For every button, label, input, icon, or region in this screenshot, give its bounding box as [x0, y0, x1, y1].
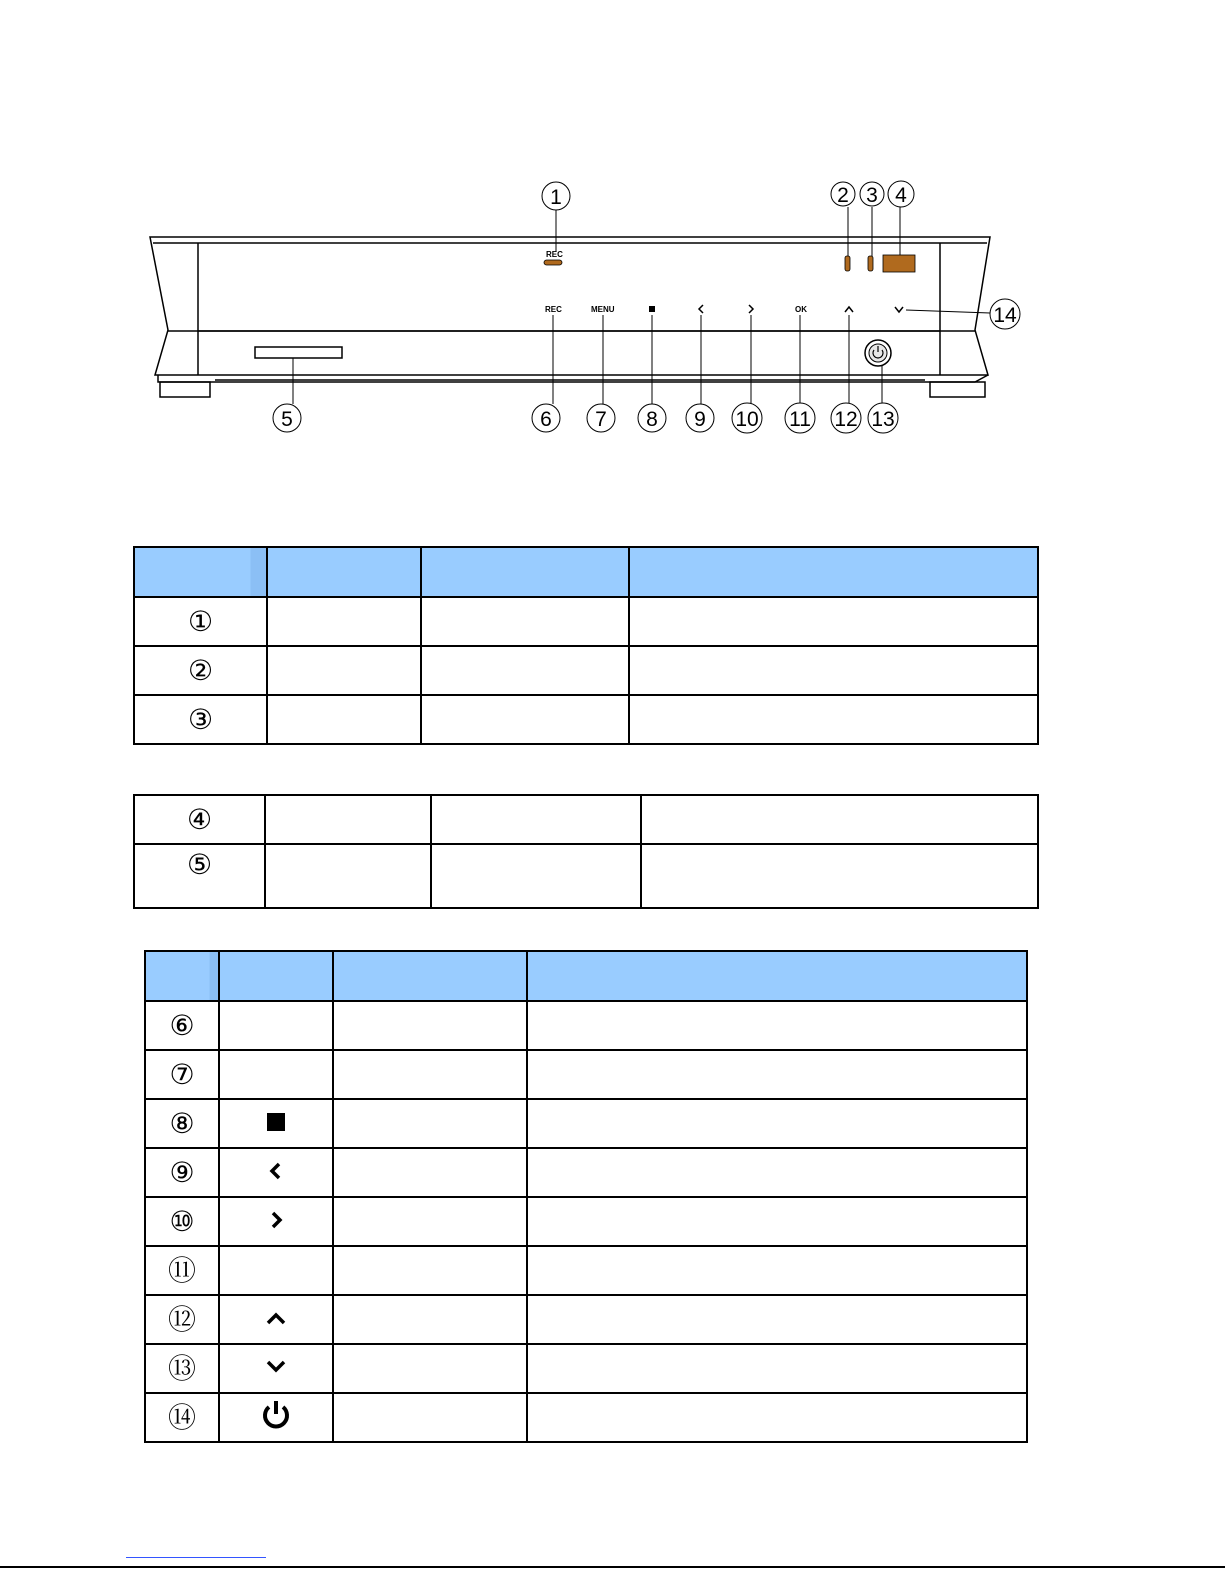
down-arrow-icon: [895, 307, 903, 312]
table-cell: [265, 844, 431, 908]
table-row: [145, 1050, 1027, 1099]
led-2: [845, 256, 850, 271]
table-cell: [421, 646, 629, 695]
footer-rule: [0, 1566, 1225, 1568]
table-cell: [333, 1344, 527, 1393]
device-front-panel-diagram: [0, 0, 1225, 470]
table-cell: [431, 795, 641, 844]
table-row: [134, 695, 1038, 744]
button-symbol: [219, 1050, 333, 1099]
table-cell: [267, 597, 421, 646]
header-cell: [629, 547, 1038, 597]
row-number: ①: [134, 597, 267, 646]
table-row: [145, 1295, 1027, 1344]
callout-12: 12: [834, 408, 858, 431]
callout-3: 3: [866, 184, 878, 207]
table-row: [134, 795, 1038, 844]
callout-circles: [273, 181, 1020, 433]
table-row: [145, 1197, 1027, 1246]
table-cell: [527, 1001, 1027, 1050]
table-cell: [629, 646, 1038, 695]
table-row: [145, 1246, 1027, 1295]
callout-10: 10: [735, 408, 759, 431]
row-number: ⑦: [145, 1050, 219, 1099]
callout-2: 2: [837, 184, 849, 207]
table-cell: [421, 695, 629, 744]
table-cell: [267, 646, 421, 695]
row-number: ⑤: [134, 844, 265, 908]
table-row: [145, 1099, 1027, 1148]
table-cell: [527, 1393, 1027, 1442]
table-row: [145, 1001, 1027, 1050]
housing-outline: [150, 237, 990, 397]
callout-11: 11: [789, 408, 811, 431]
table-cell: [527, 1295, 1027, 1344]
row-number: ③: [134, 695, 267, 744]
table-cell: [333, 1295, 527, 1344]
callout-5: 5: [281, 408, 293, 431]
table-row: [134, 646, 1038, 695]
row-number: ⑪: [145, 1246, 219, 1295]
table-row: [145, 1393, 1027, 1442]
left-arrow-icon: [699, 305, 703, 313]
row-number: ⑬: [145, 1344, 219, 1393]
button-table: [144, 950, 1028, 1443]
table-cell: [431, 844, 641, 908]
header-cell: [333, 951, 527, 1001]
table-cell: [267, 695, 421, 744]
table-row: [134, 844, 1038, 908]
table-cell: [629, 597, 1038, 646]
down-arrow-icon: [219, 1344, 333, 1393]
table-cell: [333, 1393, 527, 1442]
left-arrow-icon: [219, 1148, 333, 1197]
table-row: [145, 1148, 1027, 1197]
table-row: [145, 1344, 1027, 1393]
header-cell: [134, 547, 267, 597]
table-cell: [527, 1344, 1027, 1393]
table-cell: [333, 1197, 527, 1246]
callout-6: 6: [540, 408, 552, 431]
window-slot-table: [133, 794, 1039, 909]
rec-led: [544, 260, 562, 265]
table-cell: [421, 597, 629, 646]
device-diagram-svg: [0, 0, 1225, 470]
table-cell: [527, 1099, 1027, 1148]
row-number: ⑥: [145, 1001, 219, 1050]
table-cell: [333, 1050, 527, 1099]
btn-label-rec: REC: [545, 305, 562, 314]
row-number: ⑨: [145, 1148, 219, 1197]
callout-14: 13: [871, 408, 895, 431]
led-3: [868, 256, 873, 271]
stop-icon: [649, 306, 655, 312]
callout-7: 7: [595, 408, 607, 431]
row-number: ⑫: [145, 1295, 219, 1344]
callout-1: 1: [550, 186, 562, 209]
power-icon: [219, 1393, 333, 1442]
row-number: ④: [134, 795, 265, 844]
table-cell: [641, 844, 1038, 908]
button-symbol: [219, 1001, 333, 1050]
header-cell: [145, 951, 219, 1001]
table-cell: [641, 795, 1038, 844]
callout-4: 4: [895, 184, 907, 207]
row-number: ②: [134, 646, 267, 695]
callout-13: 14: [993, 304, 1017, 327]
power-button: [865, 340, 891, 366]
card-slot: [255, 347, 342, 358]
header-cell: [421, 547, 629, 597]
footer-link-underline: [126, 1557, 266, 1558]
table-cell: [265, 795, 431, 844]
button-symbol: [219, 1246, 333, 1295]
table-cell: [527, 1148, 1027, 1197]
table-cell: [333, 1148, 527, 1197]
callout-9: 9: [694, 408, 706, 431]
table-cell: [333, 1099, 527, 1148]
indicator-table: [133, 546, 1039, 745]
btn-label-ok: OK: [795, 305, 807, 314]
header-cell: [267, 547, 421, 597]
callout-8: 8: [646, 408, 658, 431]
row-number: ⑧: [145, 1099, 219, 1148]
table-cell: [629, 695, 1038, 744]
right-arrow-icon: [219, 1197, 333, 1246]
header-cell: [527, 951, 1027, 1001]
table-cell: [333, 1246, 527, 1295]
table-cell: [527, 1246, 1027, 1295]
ir-window: [883, 255, 915, 272]
row-number: ⑭: [145, 1393, 219, 1442]
table-cell: [333, 1001, 527, 1050]
table-header: [134, 547, 1038, 597]
btn-label-menu: MENU: [591, 305, 615, 314]
table-cell: [527, 1197, 1027, 1246]
table-cell: [527, 1050, 1027, 1099]
rec-indicator: [544, 250, 563, 265]
up-arrow-icon: [219, 1295, 333, 1344]
rec-indicator-label: REC: [546, 250, 563, 259]
up-arrow-icon: [845, 307, 853, 312]
table-header: [145, 951, 1027, 1001]
right-arrow-icon: [749, 305, 753, 313]
table-row: [134, 597, 1038, 646]
row-number: ⑩: [145, 1197, 219, 1246]
header-cell: [219, 951, 333, 1001]
stop-icon: [219, 1099, 333, 1148]
